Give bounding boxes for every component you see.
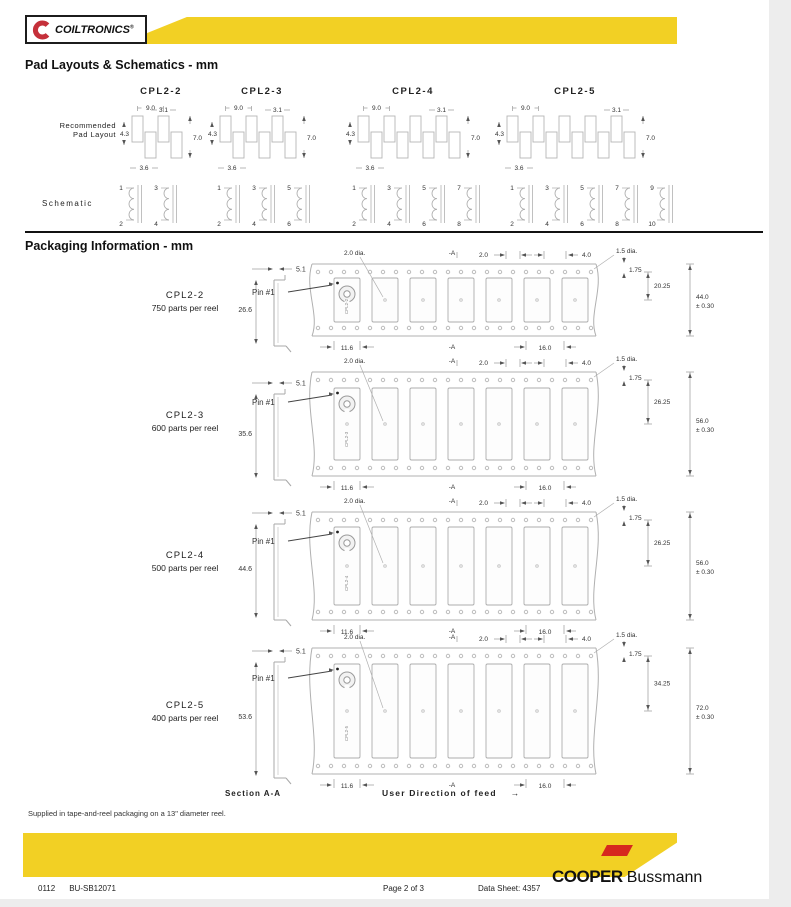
pin-number: 7 (615, 185, 619, 192)
dim-cross-height: 44.6 (238, 566, 252, 573)
pin-number: 5 (580, 185, 584, 192)
pkg-subtitle: 750 parts per reel (151, 303, 219, 313)
pkg-title: CPL2-2 (165, 290, 205, 301)
sprocket-pitch: 2.0 (478, 360, 488, 367)
pad-layout-svg (338, 98, 490, 178)
pin-number: 3 (252, 185, 256, 192)
pin-number: 8 (615, 221, 619, 228)
pad-title-cpl2-5: CPL2-5 (554, 86, 596, 97)
pad-drawing-cpl2-5 (487, 98, 665, 183)
dim-cross-height: 53.6 (238, 714, 252, 721)
header-yellow-band (120, 17, 677, 44)
pad-drawing-cpl2-3 (200, 98, 326, 183)
schematic-svg (345, 180, 495, 232)
dim-1-75: 1.75 (629, 267, 642, 274)
schematic-cpl2-2 (112, 180, 192, 237)
sprocket-dia-label: 1.5 dia. (616, 496, 638, 503)
pad-section-heading: Pad Layouts & Schematics - mm (25, 58, 219, 72)
section-a-top: -A (448, 498, 456, 505)
pin1-label: Pin #1 (252, 674, 275, 683)
dim-4-3: 4.3 (119, 131, 129, 138)
cooper-bussmann-logo (552, 843, 752, 895)
dim-tolerance: ± 0.30 (696, 427, 715, 434)
pin1-label: Pin #1 (252, 288, 275, 297)
dim-7-0: 7.0 (307, 135, 317, 142)
section-divider (25, 231, 763, 233)
tape-svg (248, 354, 728, 494)
dim-7-0: 7.0 (646, 135, 656, 142)
schematic-row-label: Schematic (42, 199, 93, 208)
schematic-cpl2-5 (503, 180, 688, 237)
pin-number: 6 (287, 221, 291, 228)
dim-outer-height: 72.0 (696, 705, 709, 712)
dim-5-1: 5.1 (296, 510, 306, 518)
pin-number: 3 (154, 185, 158, 192)
pin-number: 2 (510, 221, 514, 228)
pin-number: 2 (119, 221, 123, 228)
dim-3-6: 3.6 (514, 165, 524, 172)
pin-number: 6 (422, 221, 426, 228)
dim-pocket-pitch: 16.0 (538, 485, 552, 492)
dim-3-1: 3.1 (158, 107, 169, 114)
dim-1-75: 1.75 (629, 375, 642, 382)
tape-drawing-cpl2-3 (248, 354, 728, 499)
tape-drawing-cpl2-2 (248, 246, 728, 359)
dim-3-6: 3.6 (139, 165, 149, 172)
dim-pocket-width: 11.6 (340, 345, 354, 352)
dim-pocket-width: 11.6 (340, 629, 354, 636)
dim-3-1: 3.1 (272, 107, 283, 114)
part-label: CPL2-5 (344, 725, 349, 742)
dim-inner-height: 26.25 (654, 540, 671, 547)
schematic-svg (112, 180, 192, 232)
cooper-bold-text: COOPER (552, 867, 623, 886)
pkg-subtitle: 400 parts per reel (151, 713, 219, 723)
dim-outer-height: 56.0 (696, 418, 709, 425)
section-a-top: -A (448, 250, 456, 257)
dim-inner-height: 34.25 (654, 680, 671, 688)
pad-layout-svg (112, 98, 212, 178)
dim-5-1: 5.1 (296, 266, 306, 274)
pin-number: 1 (217, 185, 221, 192)
dim-1-75: 1.75 (629, 651, 642, 658)
pin-number: 8 (457, 221, 461, 228)
tape-drawing-cpl2-4 (248, 494, 728, 643)
tape-svg (248, 246, 728, 354)
pin-number: 10 (648, 221, 656, 228)
footer-page-number: Page 2 of 3 (383, 884, 424, 893)
section-a-bottom: -A (448, 484, 456, 491)
sprocket-dia-label: 1.5 dia. (616, 632, 638, 639)
hole-dia-label: 2.0 dia. (344, 250, 366, 257)
sprocket-pitch: 2.0 (478, 252, 488, 259)
pin-number: 1 (352, 185, 356, 192)
dim-pocket-pitch: 16.0 (538, 783, 552, 790)
pkg-subtitle: 500 parts per reel (151, 563, 219, 573)
dim-3-6: 3.6 (227, 165, 237, 172)
pin-number: 3 (545, 185, 549, 192)
dim-4-3: 4.3 (207, 131, 217, 138)
dim-9-0: 9.0 (233, 105, 244, 112)
dim-pocket-pitch: 16.0 (538, 345, 552, 352)
pad-title-cpl2-3: CPL2-3 (241, 86, 283, 97)
schematic-svg (210, 180, 325, 232)
pin-number: 2 (352, 221, 356, 228)
cooper-brand-text (552, 867, 702, 887)
schematic-cpl2-4 (345, 180, 495, 237)
dim-inner-height: 26.25 (654, 399, 671, 406)
tape-svg (248, 494, 728, 638)
row-label-line2: Pad Layout (73, 130, 116, 139)
pin1-label: Pin #1 (252, 398, 275, 407)
page-edge-bottom (0, 899, 769, 907)
packaging-note: Supplied in tape-and-reel packaging on a 13" diameter reel. (28, 809, 226, 818)
sprocket-pitch: 2.0 (478, 636, 488, 643)
pin-number: 9 (650, 185, 654, 192)
bussmann-text: Bussmann (626, 869, 703, 886)
dim-cross-height: 35.6 (238, 431, 252, 438)
packaging-section-heading: Packaging Information - mm (25, 239, 194, 253)
dim-9-0: 9.0 (520, 105, 531, 112)
pad-drawing-cpl2-2 (112, 98, 212, 183)
pad-layout-svg (487, 98, 665, 178)
row-label-line1: Recommended (59, 121, 116, 130)
feed-direction-label (382, 788, 520, 798)
part-label: CPL2-4 (344, 575, 349, 591)
dim-outer-height: 56.0 (696, 560, 709, 567)
doc-code: 0112 (38, 884, 56, 893)
doc-number: BU-SB12071 (69, 884, 116, 893)
dim-pocket-width: 11.6 (340, 485, 354, 492)
footer-doc-info (38, 884, 130, 893)
section-a-bottom: -A (448, 628, 456, 635)
dim-7-0: 7.0 (193, 135, 203, 142)
footer-datasheet-number: Data Sheet: 4357 (478, 884, 541, 893)
pin-number: 4 (545, 221, 549, 228)
coiltronics-c-icon (32, 20, 52, 40)
pkg-title: CPL2-4 (165, 550, 205, 561)
dim-pocket-pitch: 16.0 (538, 629, 552, 636)
pin-number: 6 (580, 221, 584, 228)
section-aa-label: Section A-A (224, 789, 282, 798)
dim-7-0: 7.0 (471, 135, 481, 142)
dim-tolerance: ± 0.30 (696, 303, 715, 310)
dim-tolerance: ± 0.30 (696, 569, 715, 576)
pin-number: 1 (510, 185, 514, 192)
dim-4-0: 4.0 (582, 252, 592, 259)
hole-dia-label: 2.0 dia. (344, 358, 366, 365)
dim-inner-height: 20.25 (654, 283, 671, 290)
section-a-top: -A (448, 358, 456, 365)
tape-svg (248, 630, 728, 792)
cooper-red-swoosh-icon (601, 845, 633, 856)
coiltronics-logo (25, 15, 147, 44)
page-edge-right (769, 0, 791, 907)
hole-dia-label: 2.0 dia. (344, 634, 366, 641)
dim-outer-height: 44.0 (696, 294, 709, 301)
pin-number: 2 (217, 221, 221, 228)
section-a-bottom: -A (448, 782, 456, 789)
pkg-title: CPL2-3 (165, 410, 205, 421)
pad-layout-svg (200, 98, 326, 178)
section-a-bottom: -A (448, 344, 456, 351)
dim-5-1: 5.1 (296, 648, 306, 656)
pin1-label: Pin #1 (252, 537, 275, 546)
pin-number: 4 (387, 221, 391, 228)
pin-number: 5 (287, 185, 291, 192)
pad-title-cpl2-2: CPL2-2 (140, 86, 182, 97)
dim-3-1: 3.1 (611, 107, 622, 114)
dim-cross-height: 26.6 (238, 307, 252, 314)
dim-1-75: 1.75 (629, 515, 642, 522)
dim-3-1: 3.1 (436, 107, 447, 114)
dim-5-1: 5.1 (296, 380, 306, 388)
section-a-top: -A (448, 634, 456, 641)
pad-drawing-cpl2-4 (338, 98, 490, 183)
dim-9-0: 9.0 (371, 105, 382, 112)
pin-number: 5 (422, 185, 426, 192)
schematic-svg (503, 180, 688, 232)
sprocket-pitch: 2.0 (478, 500, 488, 507)
registered-mark: ® (129, 23, 134, 30)
dim-4-0: 4.0 (582, 636, 592, 643)
brand-name: COILTRONICS® (55, 23, 134, 36)
pin-number: 7 (457, 185, 461, 192)
pin-number: 3 (387, 185, 391, 192)
dim-9-0: 9.0 (145, 105, 156, 112)
part-label: CPL2-2 (344, 298, 349, 315)
part-label: CPL2-3 (344, 431, 349, 448)
tape-drawing-cpl2-5 (248, 630, 728, 797)
dim-4-3: 4.3 (494, 131, 504, 138)
dim-3-6: 3.6 (365, 165, 375, 172)
pin-number: 1 (119, 185, 123, 192)
feed-text: User Direction of feed (382, 788, 497, 798)
dim-4-3: 4.3 (345, 131, 355, 138)
pin-number: 4 (252, 221, 256, 228)
feed-arrow-icon: → (510, 788, 521, 798)
dim-pocket-width: 11.6 (340, 783, 354, 790)
pin-number: 4 (154, 221, 158, 228)
dim-4-0: 4.0 (582, 360, 592, 367)
pkg-subtitle: 600 parts per reel (151, 423, 219, 433)
dim-tolerance: ± 0.30 (696, 714, 715, 721)
recommended-pad-layout-label (24, 121, 116, 139)
sprocket-dia-label: 1.5 dia. (616, 248, 638, 255)
pad-title-cpl2-4: CPL2-4 (392, 86, 434, 97)
sprocket-dia-label: 1.5 dia. (616, 356, 638, 363)
schematic-cpl2-3 (210, 180, 325, 237)
hole-dia-label: 2.0 dia. (344, 498, 366, 505)
pkg-title: CPL2-5 (165, 700, 205, 711)
dim-4-0: 4.0 (582, 500, 592, 507)
